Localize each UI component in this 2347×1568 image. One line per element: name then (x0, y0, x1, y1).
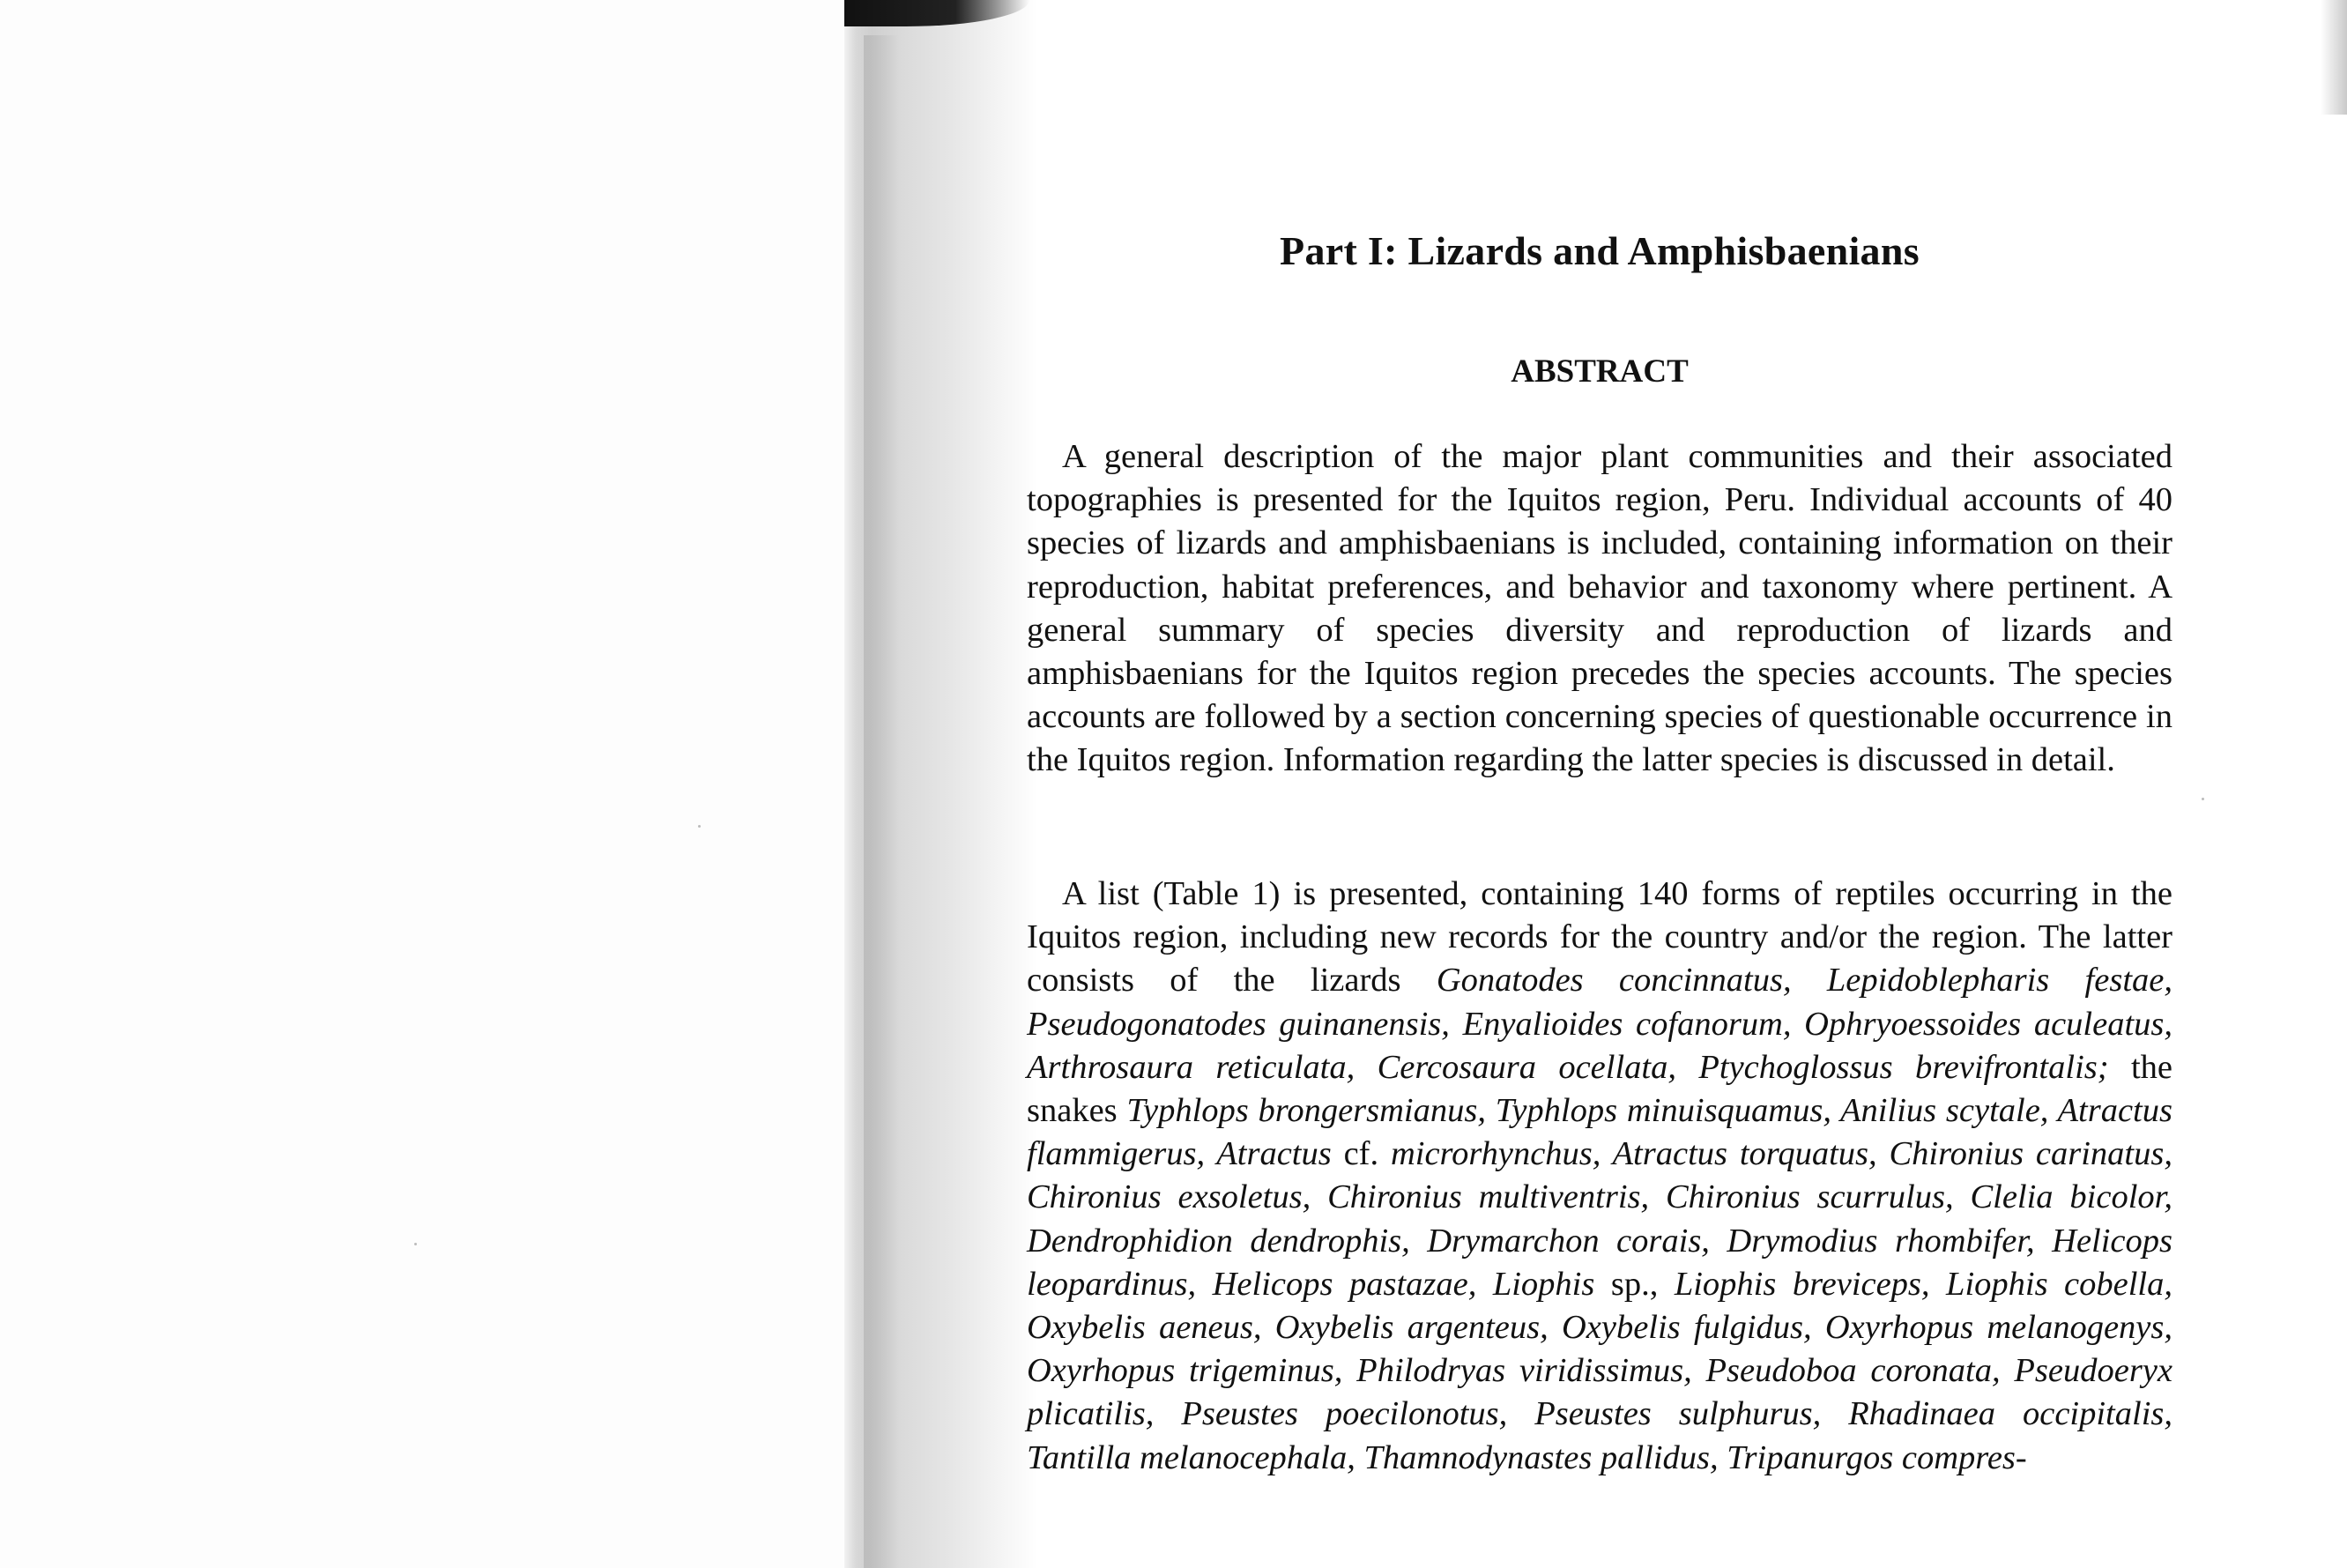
paper-speck (698, 825, 701, 828)
sp-abbrev: sp., (1594, 1265, 1675, 1303)
abstract-paragraph-2 (1027, 873, 2172, 1480)
page-edge-curl (2321, 0, 2347, 115)
lizard-species-list: Gonatodes concinnatus, Lepidoblepharis festae, Pseudogonatodes guinanensis, Enyalioides cofanorum, Ophryoessoides aculeatus, Arthrosaura reticulata, Cercosaura ocellata, Ptychoglossus brevifrontalis; (1027, 962, 2172, 1086)
snake-species-list-2: microrhynchus, Atractus torquatus, Chironius carinatus, Chironius exsoletus, Chironius multiventris, Chironius scurrulus, Clelia bicolor, Dendrophidion dendrophis, Drymarchon corais, Drymodius rhombifer, Helicops leopardinus, Helicops pastazae, Liophis (1027, 1135, 2172, 1303)
abstract-heading: ABSTRACT (1511, 353, 1689, 390)
binding-fold (864, 35, 899, 1568)
cf-abbrev: cf. (1331, 1135, 1391, 1173)
text-page (1027, 0, 2172, 1568)
left-blank-page (0, 0, 846, 1568)
part-title: Part I: Lizards and Amphisbaenians (1280, 228, 1920, 273)
paper-speck (2202, 798, 2204, 800)
snakes-intro: the snakes (1027, 1048, 2172, 1130)
snake-species-list-1: Typhlops brongersmianus, Typhlops minuisquamus, Anilius scytale, Atractus flammigerus, Atractus (1027, 1092, 2172, 1173)
snake-species-list-3: Liophis breviceps, Liophis cobella, Oxybelis aeneus, Oxybelis argenteus, Oxybelis fulgidus, Oxyrhopus melanogenys, Oxyrhopus trigeminus, Philodryas viridissimus, Pseudoboa coronata, Pseudoeryx plicatilis, Pseustes poecilonotus, Pseustes sulphurus, Rhadinaea occipitalis, Tantilla melanocephala, Thamnodynastes pallidus, Tripanurgos compres- (1027, 1265, 2172, 1476)
paragraph-2-intro: A list (Table 1) is presented, containing 140 forms of reptiles occurring in the Iquitos region, including new records for the country and/or the region. The latter consists of the lizards (1027, 875, 2172, 1000)
abstract-paragraph-1: A general description of the major plant communities and their associated topographies is presented for the Iquitos region, Peru. Individual accounts of 40 species of lizards and amphisbaenians is included, containing information on their reproduction, habitat preferences, and behavior and taxonomy where pertinent. A general summary of species diversity and reproduction of lizards and amphisbaenians for the Iquitos region precedes the species accounts. The species accounts are followed by a section concerning species of questionable occurrence in the Iquitos region. Information regarding the latter species is discussed in detail. (1027, 438, 2172, 779)
paper-speck (414, 1243, 417, 1245)
